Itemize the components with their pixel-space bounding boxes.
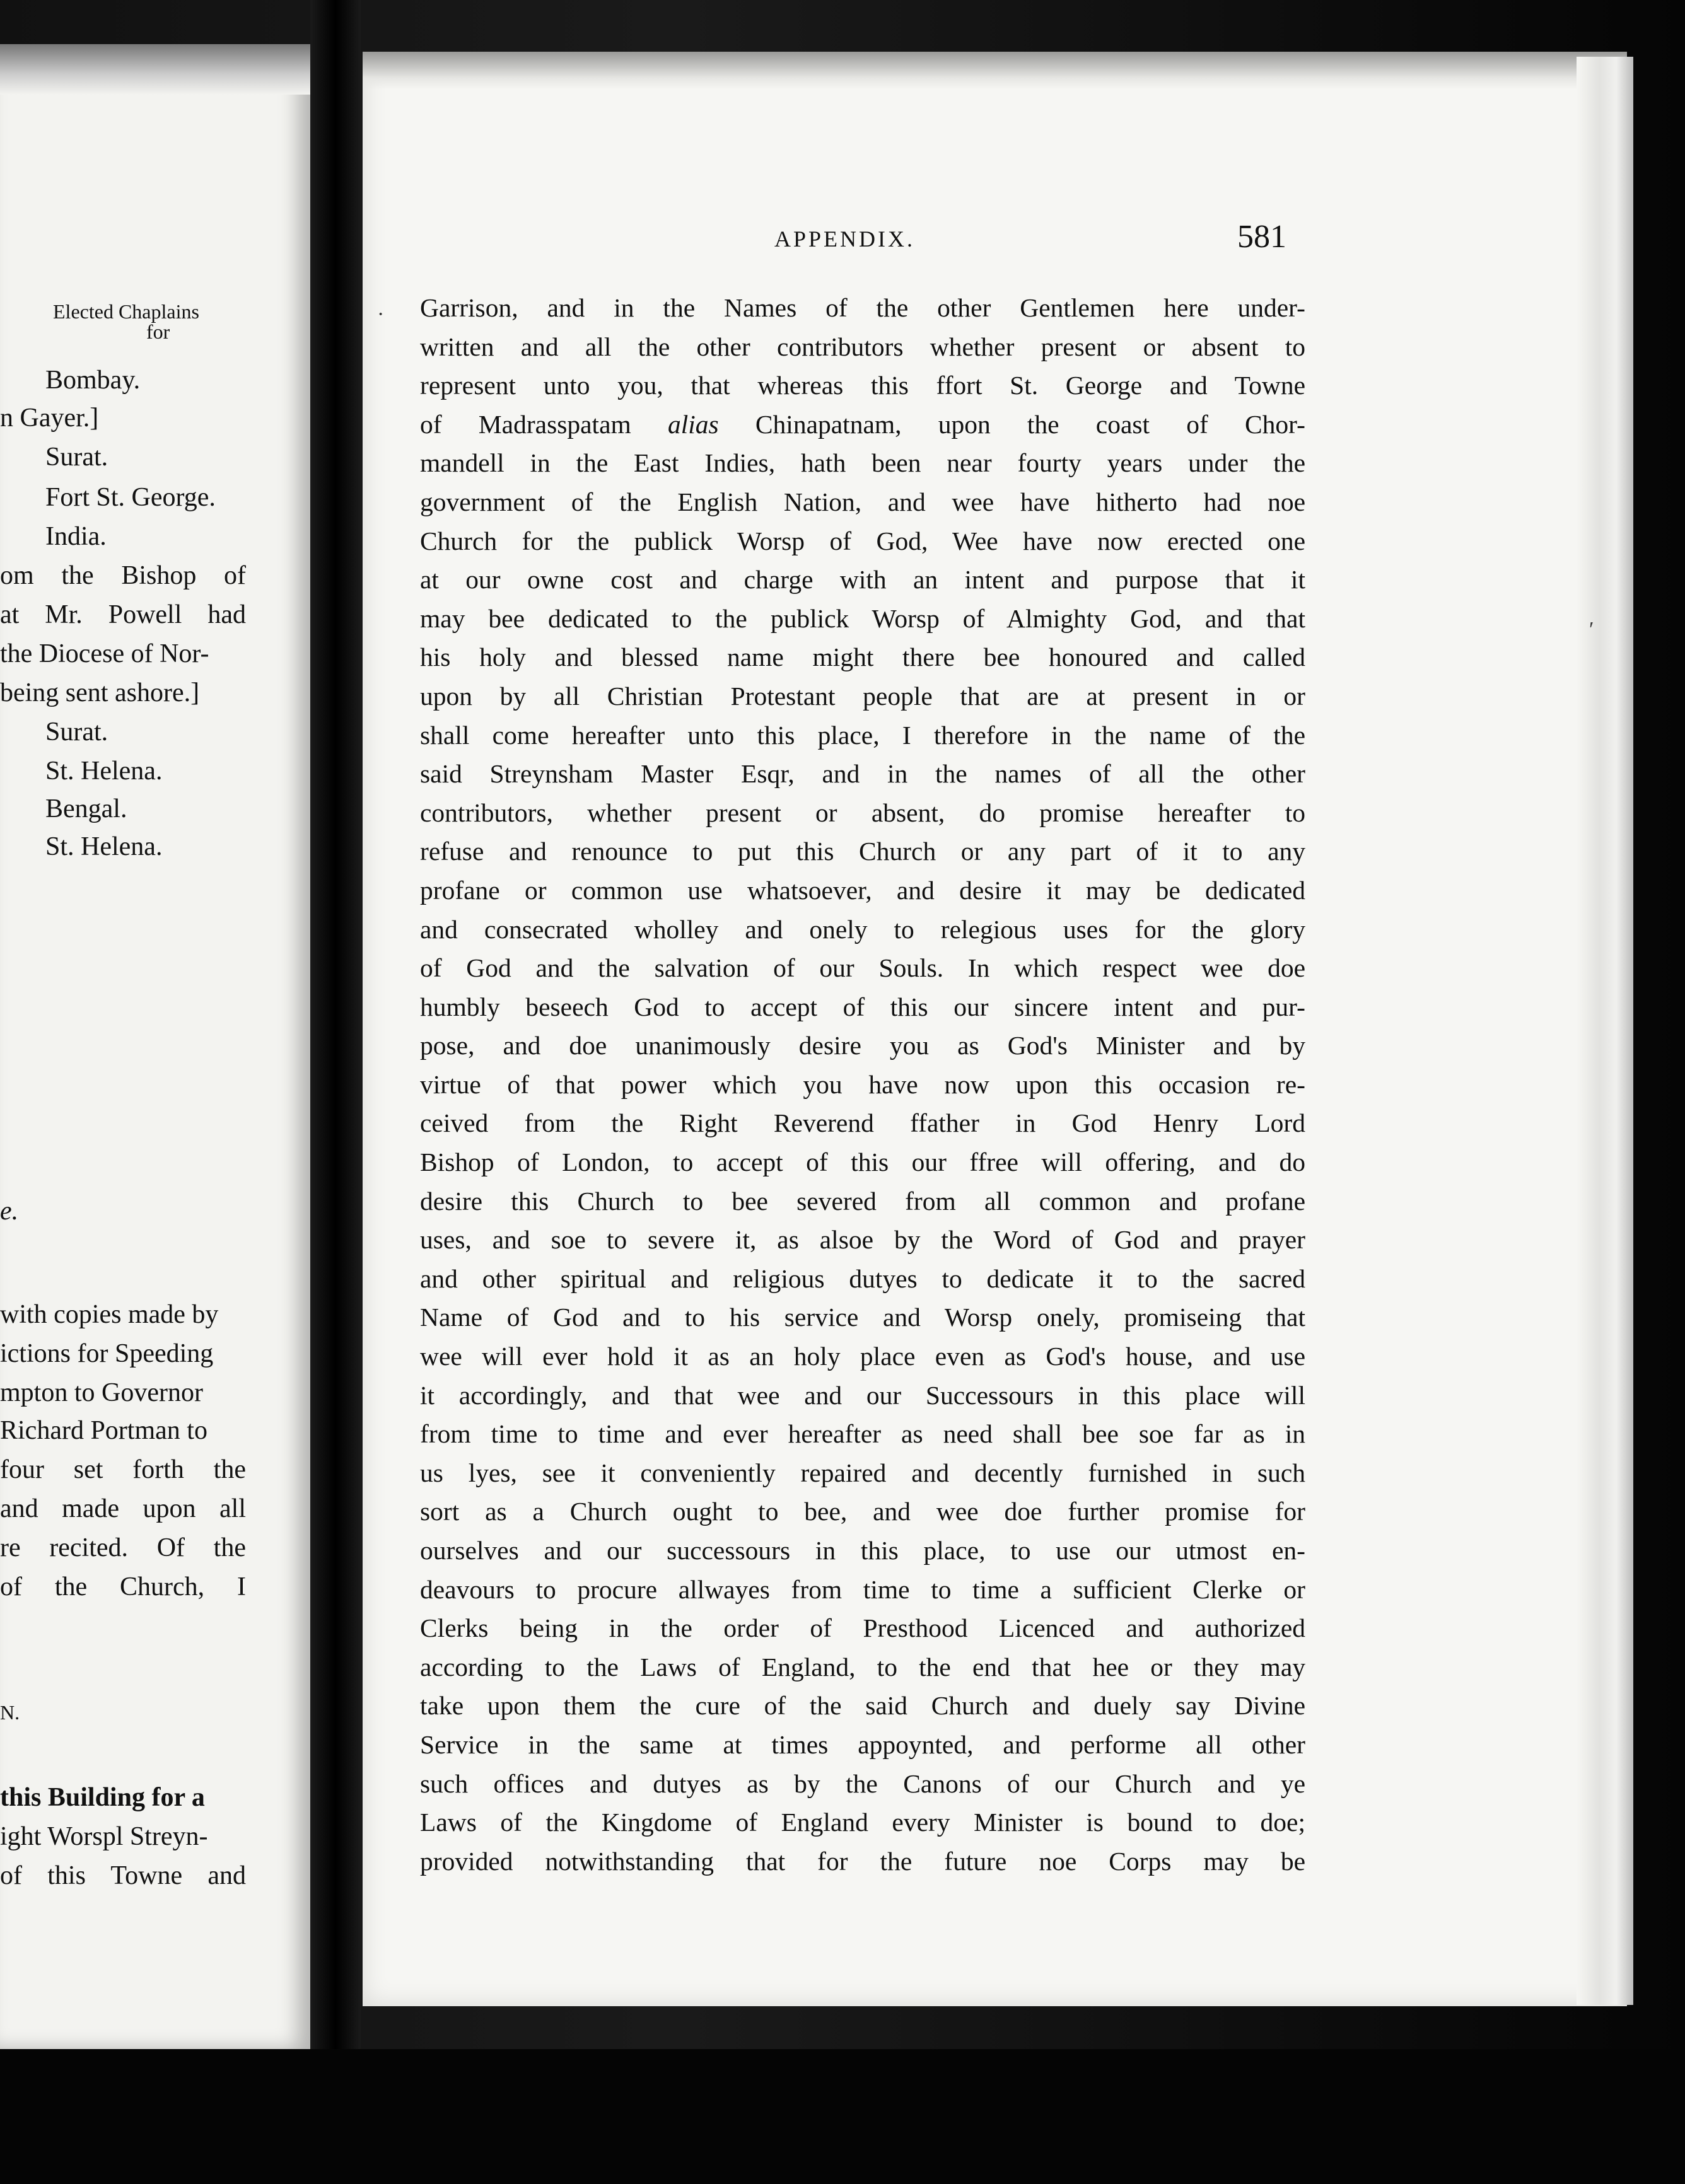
body-line: Church for the publick Worsp of God, Wee have now erected one bbox=[420, 526, 1305, 555]
body-line: Name of God and to his service and Worsp onely, promiseing that bbox=[420, 1303, 1305, 1332]
margin-mark: ′ bbox=[1589, 618, 1594, 641]
left-page-line: this Building for a bbox=[0, 1783, 205, 1812]
left-page-line: Surat. bbox=[45, 443, 108, 472]
body-line: desire this Church to bee severed from all common and profane bbox=[420, 1186, 1305, 1216]
body-line: mandell in the East Indies, hath been near fourty years under the bbox=[420, 448, 1305, 478]
left-page-line: Bengal. bbox=[45, 794, 127, 823]
left-page-line: India. bbox=[45, 522, 107, 551]
left-page-line: St. Helena. bbox=[45, 757, 163, 786]
body-line: from time to time and ever hereafter as need shall bee soe far as in bbox=[420, 1419, 1305, 1449]
left-page-line: for bbox=[146, 320, 170, 343]
body-line: represent unto you, that whereas this ffort St. George and Towne bbox=[420, 371, 1305, 400]
body-line: shall come hereafter unto this place, I therefore in the name of the bbox=[420, 720, 1305, 750]
left-page-line: Fort St. George. bbox=[45, 483, 216, 512]
body-line: according to the Laws of England, to the end that hee or they may bbox=[420, 1652, 1305, 1682]
body-line: Service in the same at times appoynted, and performe all other bbox=[420, 1729, 1305, 1759]
body-line: his holy and blessed name might there bee honoured and called bbox=[420, 642, 1305, 672]
left-facing-page bbox=[0, 44, 310, 2049]
body-line: such offices and dutyes as by the Canons of our Church and ye bbox=[420, 1769, 1305, 1798]
left-page-line: om the Bishop of bbox=[0, 561, 246, 590]
left-page-line: n Gayer.] bbox=[0, 404, 99, 433]
body-line: pose, and doe unanimously desire you as God's Minister and by bbox=[420, 1031, 1305, 1060]
left-page-line: at Mr. Powell had bbox=[0, 600, 246, 629]
left-page-line: four set forth the bbox=[0, 1455, 246, 1484]
body-line: written and all the other contributors whether present or absent to bbox=[420, 332, 1305, 361]
body-line: and other spiritual and religious dutyes to dedicate it to the sacred bbox=[420, 1263, 1305, 1293]
left-page-line: with copies made by bbox=[0, 1300, 219, 1329]
body-line: Laws of the Kingdome of England every Minister is bound to doe; bbox=[420, 1808, 1305, 1837]
body-line: said Streynsham Master Esqr, and in the names of all the other bbox=[420, 759, 1305, 789]
page-number: 581 bbox=[1237, 219, 1286, 255]
book-gutter bbox=[310, 0, 361, 2184]
body-line: sort as a Church ought to bee, and wee doe further promise for bbox=[420, 1497, 1305, 1526]
body-line: ceived from the Right Reverend ffather in God Henry Lord bbox=[420, 1108, 1305, 1138]
running-head: APPENDIX. bbox=[774, 226, 916, 252]
left-page-line: ictions for Speeding bbox=[0, 1339, 214, 1368]
scan-bottom-border bbox=[0, 2049, 1685, 2184]
right-page-top-shadow bbox=[363, 52, 1627, 90]
left-page-line: mpton to Governor bbox=[0, 1378, 203, 1407]
body-line: take upon them the cure of the said Church and duely say Divine bbox=[420, 1691, 1305, 1721]
body-line: contributors, whether present or absent, do promise hereafter to bbox=[420, 798, 1305, 827]
body-line: refuse and renounce to put this Church or any part of it to any bbox=[420, 837, 1305, 866]
margin-mark: · bbox=[377, 303, 385, 326]
body-line: provided notwithstanding that for the future noe Corps may be bbox=[420, 1846, 1305, 1876]
body-line: Garrison, and in the Names of the other Gentlemen here under- bbox=[420, 293, 1305, 322]
body-line: at our owne cost and charge with an intent and purpose that it bbox=[420, 565, 1305, 595]
left-page-line: St. Helena. bbox=[45, 832, 163, 861]
body-line: may bee dedicated to the publick Worsp of Almighty God, and that bbox=[420, 603, 1305, 633]
body-line: deavours to procure allwayes from time to time a sufficient Clerke or bbox=[420, 1574, 1305, 1604]
left-page-line: of the Church, I bbox=[0, 1572, 246, 1601]
body-line: virtue of that power which you have now upon this occasion re- bbox=[420, 1069, 1305, 1099]
left-page-line: Surat. bbox=[45, 717, 108, 746]
body-line: it accordingly, and that wee and our Successours in this place will bbox=[420, 1380, 1305, 1410]
left-page-line: of this Towne and bbox=[0, 1861, 246, 1890]
body-line: government of the English Nation, and wee have hitherto had noe bbox=[420, 487, 1305, 516]
left-page-top-shadow bbox=[0, 44, 310, 95]
body-line: Bishop of London, to accept of this our ffree will offering, and do bbox=[420, 1147, 1305, 1177]
body-line: Clerks being in the order of Presthood Licenced and authorized bbox=[420, 1613, 1305, 1643]
left-page-line: the Diocese of Nor- bbox=[0, 639, 209, 668]
body-line: and consecrated wholley and onely to relegious uses for the glory bbox=[420, 914, 1305, 944]
body-line: humbly beseech God to accept of this our sincere intent and pur- bbox=[420, 992, 1305, 1021]
left-page-line: ight Worspl Streyn- bbox=[0, 1822, 208, 1851]
body-line: profane or common use whatsoever, and desire it may be dedicated bbox=[420, 875, 1305, 905]
left-page-line: re recited. Of the bbox=[0, 1533, 246, 1562]
left-page-line: and made upon all bbox=[0, 1494, 246, 1523]
body-line: us lyes, see it conveniently repaired and decently furnished in such bbox=[420, 1458, 1305, 1487]
left-page-line: Richard Portman to bbox=[0, 1416, 207, 1445]
page-edge bbox=[1577, 57, 1633, 2005]
left-page-line: N. bbox=[0, 1701, 20, 1724]
left-page-line: Elected Chaplains bbox=[53, 300, 199, 323]
body-line: of Madrasspatam alias Chinapatnam, upon the coast of Chor- bbox=[420, 409, 1305, 439]
body-line: wee will ever hold it as an holy place even as God's house, and use bbox=[420, 1342, 1305, 1371]
body-line: of God and the salvation of our Souls. In which respect wee doe bbox=[420, 953, 1305, 983]
body-line: uses, and soe to severe it, as alsoe by the Word of God and prayer bbox=[420, 1225, 1305, 1255]
body-line: ourselves and our successours in this place, to use our utmost en- bbox=[420, 1536, 1305, 1565]
left-page-line: being sent ashore.] bbox=[0, 678, 200, 707]
body-line: upon by all Christian Protestant people that are at present in or bbox=[420, 681, 1305, 711]
left-page-line: e. bbox=[0, 1197, 19, 1226]
left-page-line: Bombay. bbox=[45, 366, 141, 395]
body-text bbox=[420, 289, 1305, 1881]
